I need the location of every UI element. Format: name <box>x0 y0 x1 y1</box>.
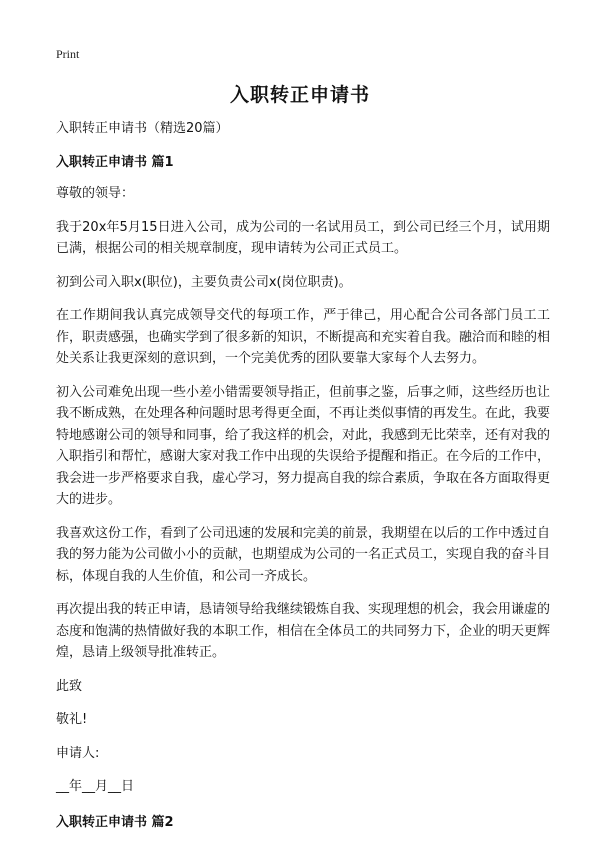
document-subtitle: 入职转正申请书（精选20篇） <box>56 121 229 136</box>
paragraph: 初入公司难免出现一些小差小错需要领导指正，但前事之鉴，后事之师，这些经历也让我不断成熟，在处理各种问题时思考得更全面，不再让类似事情的再发生。在此，我要特地感谢公司的领导和同事，给了我这样的机会，对此，我感到无比荣幸，还有对我的入职指引和帮忙，感谢大家对我工作中出现的失误给予提醒和指正。在今后的工作中，我会进一步严格要求自我，虚心学习，努力提高自我的综合素质，争取在各方面取得更大的进步。 <box>56 384 551 507</box>
paragraph: 再次提出我的转正申请，恳请领导给我继续锻炼自我、实现理想的机会，我会用谦虚的态度和饱满的热情做好我的本职工作，相信在全体员工的共同努力下，企业的明天更辉煌，恳请上级领导批准转正。 <box>56 602 551 660</box>
salutation: 尊敬的领导： <box>56 186 135 201</box>
page-title: 入职转正申请书 <box>229 84 370 106</box>
closing-line: 敬礼! <box>56 712 88 727</box>
print-label: Print <box>56 47 80 61</box>
paragraph: 初到公司入职x(职位)，主要负责公司x(岗位职责)。 <box>56 274 352 290</box>
applicant-label: 申请人: <box>56 745 100 761</box>
closing-line: 此致 <box>56 678 83 694</box>
document-body <box>56 118 550 843</box>
section-heading-1: 入职转正申请书 篇1 <box>56 154 174 170</box>
paragraph: 在工作期间我认真完成领导交代的每项工作，严于律己，用心配合公司各部门员工工作，职责感强，也确实学到了很多新的知识，不断提高和充实着自我。融洽而和睦的相处关系让我更深刻的意识到，一个完美优秀的团队要靠大家每个人去努力。 <box>56 308 551 366</box>
paragraph: 我喜欢这份工作，看到了公司迅速的发展和完美的前景，我期望在以后的工作中透过自我的努力能为公司做小小的贡献，也期望成为公司的一名正式员工，实现自我的奋斗目标，体现自我的人生价值，和公司一齐成长。 <box>56 525 551 584</box>
section-heading-2: 入职转正申请书 篇2 <box>56 814 174 830</box>
paragraph: 我于20x年5月15日进入公司，成为公司的一名试用员工，到公司已经三个月，试用期已满，根据公司的相关规章制度，现申请转为公司正式员工。 <box>56 219 550 256</box>
date-line: __年__月__日 <box>56 779 135 794</box>
